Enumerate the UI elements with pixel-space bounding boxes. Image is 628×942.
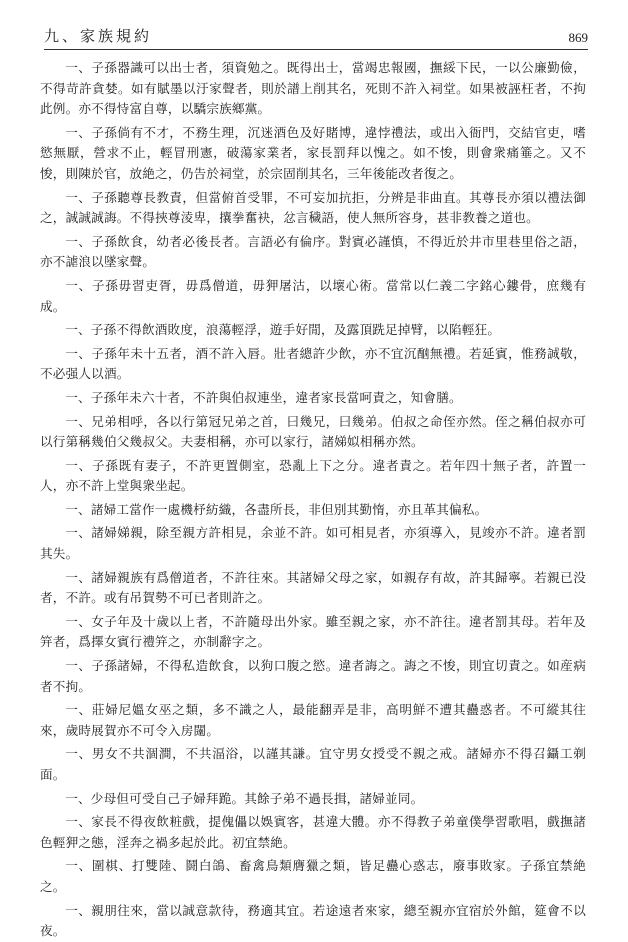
clause-paragraph: 一、子孫毋習吏胥，毋爲僧道，毋狎屠沽，以壞心術。當常以仁義二字銘心鏤骨，庶幾有成。	[40, 277, 586, 314]
clause-paragraph: 一、子孫既有妻子，不許更置側室，恐亂上下之分。違者責之。若年四十無子者，許置一人，亦不許上堂與衆坐起。	[40, 457, 586, 494]
clause-paragraph: 一、子孫飲食，幼者必後長者。言語必有倫序。對賓必謹慎，不得近於井市里巷里俗之語，亦不謔浪以墜家聲。	[40, 233, 586, 270]
clause-paragraph: 一、女子年及十歲以上者，不許隨母出外家。雖至親之家，亦不許往。違者罰其母。若年及笄者，爲擇女賓行禮笄之，亦制辭字之。	[40, 613, 586, 650]
chapter-title: 九、家族規約	[44, 27, 153, 45]
clause-paragraph: 一、諸婦親族有爲僧道者，不許往來。其諸婦父母之家，如親存有故，許其歸寧。若親已没者，不許。或有吊賀勢不可已者則許之。	[40, 569, 586, 606]
clause-paragraph: 一、子孫器識可以出士者，須資勉之。既得出士，當竭忠報國，撫綏下民，一以公廉勤儉，不得苛許貪婪。如有賦墨以汙家聲者，則於譜上削其名，死則不許入祠堂。如果被誣枉者，不拘此例。亦不得恃富自尊，以驕宗族鄉黨。	[40, 60, 586, 117]
clause-paragraph: 一、子孫倘有不才，不務生理，沉迷酒色及好賭博，違悖禮法，或出入衙門，交結官吏，嗜慾無厭，營求不止，輕冒刑憲，破蕩家業者，家長罰拜以愧之。如不悛，則會衆痛箠之。又不悛，則陳於官，放絶之，仍告於祠堂，於宗固削其名，三年後能改者復之。	[40, 124, 586, 181]
clause-paragraph: 一、諸婦工當作一處機杼紡織，各盡所長，非但別其勤惰，亦且革其偏私。	[65, 501, 488, 517]
clause-paragraph: 一、莊婦尼媼女巫之類，多不識之人，最能翻弄是非，高明鮮不遭其蠱惑者。不可縱其往來，歲時展賀亦不可令入房闥。	[40, 702, 586, 738]
clause-paragraph: 一、諸婦娣親，除至親方許相見，余並不許。如可相見者，亦須導入，見竣亦不許。違者罰其失。	[40, 525, 586, 562]
clause-paragraph: 一、兄弟相呼，各以行第冠兄弟之首，曰幾兄，曰幾弟。伯叔之命侄亦然。侄之稱伯叔亦可以行第稱幾伯父幾叔父。夫妻相稱，亦可以家行，諸娣姒相稱亦然。	[40, 413, 586, 450]
clause-paragraph: 一、子孫年未六十者，不許與伯叔連坐，違者家長當呵責之，知會膳。	[65, 389, 462, 405]
clause-paragraph: 一、家長不得夜飲粧戲，提傀儡以娛賓客，甚違大體。亦不得教子弟童僕學習歌唱，戲撫諸色輕狎之態，淫奔之禍多起於此。初宜禁絶。	[40, 814, 586, 850]
body-text	[40, 58, 586, 939]
clause-paragraph: 一、子孫諸婦，不得私造飲食，以狗口腹之慾。違者誨之。誨之不悛，則宜切責之。如産病者不拘。	[40, 658, 586, 694]
clause-paragraph: 一、子孫年未十五者，酒不許入唇。壯者總許少飲，亦不宜沉酗無禮。若延賓，惟務誠敬，不必强人以酒。	[40, 345, 586, 382]
clause-paragraph: 一、子孫不得飲酒敗度，浪蕩輕浮，遊手好閒，及露頂跣足掉臂，以陷輕狂。	[65, 322, 501, 338]
running-header	[44, 20, 588, 50]
page-number: 869	[568, 30, 588, 45]
clause-paragraph: 一、男女不共涸澗，不共湢浴，以謹其謙。宜守男女授受不親之戒。諸婦亦不得召鑷工剃面。	[40, 746, 586, 782]
clause-paragraph: 一、子孫聽尊長教責，但當俯首受罪，不可妄加抗拒，分辨是非曲直。其尊長亦須以禮法御之，誠誠誠誨。不得挾尊淩卑，攘拳奮袂，忿言穢語，使人無所容身，甚非教養之道也。	[40, 189, 586, 226]
clause-paragraph: 一、少母但可受自己子婦拜跪。其餘子弟不過長揖，諸婦並同。	[65, 790, 424, 806]
clause-paragraph: 一、圍棋、打雙陸、鬪白鴿、畜禽鳥類膺獵之類，皆足蠱心惑志，廢事敗家。子孫宜禁絶之。	[40, 858, 586, 894]
clause-paragraph: 一、親朋往來，當以誠意款待，務適其宜。若途遠者來家，總至親亦宜宿於外館，筵會不以夜。	[40, 902, 586, 939]
